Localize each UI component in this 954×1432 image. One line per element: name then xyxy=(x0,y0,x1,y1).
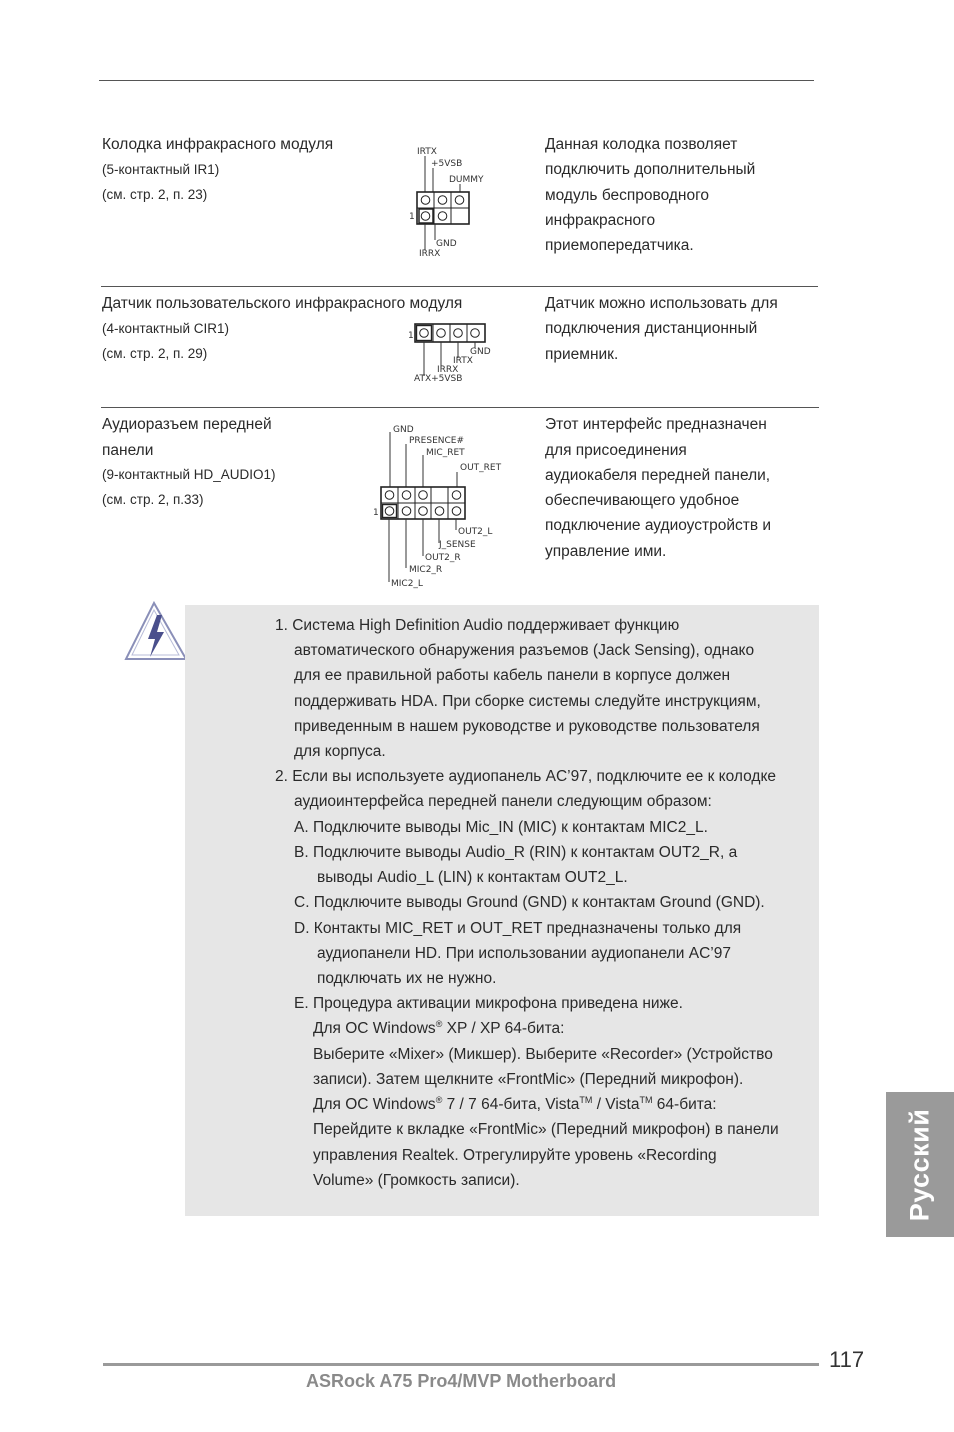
note-windows-xp: Для ОС Windows® XP / XP 64-бита: xyxy=(313,1018,565,1037)
audio-subtitle: (9-контактный HD_AUDIO1) xyxy=(102,467,276,482)
audio-pin-mic2-l: MIC2_L xyxy=(391,579,423,589)
audio-pin-one: 1 xyxy=(373,508,379,518)
cir-title: Датчик пользовательского инфракрасного модуля xyxy=(102,295,463,312)
cir-header-diagram xyxy=(400,318,500,386)
ir-pin-5vsb: +5VSB xyxy=(431,159,463,169)
divider-1 xyxy=(101,286,818,287)
ir-pin-irrx: IRRX xyxy=(419,249,441,259)
ir-desc-1: Данная колодка позволяет xyxy=(545,136,738,153)
note-line: подключать их не нужно. xyxy=(317,970,497,987)
ir-subtitle: (5-контактный IR1) xyxy=(102,162,220,177)
ir-desc-3: модуль беспроводного xyxy=(545,187,710,204)
ir-pin-one: 1 xyxy=(409,212,415,222)
note-step-d: D. Контакты MIC_RET и OUT_RET предназначены только для xyxy=(294,920,742,937)
page-number: 117 xyxy=(829,1347,865,1372)
language-tab-label: Русский xyxy=(904,1108,935,1221)
audio-pin-gnd: GND xyxy=(393,425,414,435)
audio-title-2: панели xyxy=(102,442,154,459)
note-windows-7: Для ОС Windows® 7 / 7 64-бита, Vista™ / Vista™ 64-бита: xyxy=(313,1094,717,1113)
cir-subtitle: (4-контактный CIR1) xyxy=(102,321,230,336)
cir-desc-1: Датчик можно использовать для xyxy=(545,295,778,312)
audio-desc-5: подключение аудиоустройств и xyxy=(545,517,772,534)
note-item-1: 1. Система High Definition Audio поддерживает функцию xyxy=(275,617,680,634)
note-line: Перейдите к вкладке «FrontMic» (Передний микрофон) в панели xyxy=(313,1121,779,1138)
ir-pin-irtx: IRTX xyxy=(417,147,437,157)
note-line: аудиопанели HD. При использовании аудиопанели AC’97 xyxy=(317,945,731,962)
note-line: Выберите «Mixer» (Микшер). Выберите «Recorder» (Устройство xyxy=(313,1046,773,1063)
audio-pin-out-ret: OUT_RET xyxy=(460,463,502,473)
note-line: Volume» (Громкость записи). xyxy=(313,1172,520,1189)
note-item-2: 2. Если вы используете аудиопанель AC’97, подключите ее к колодке xyxy=(275,768,777,785)
ir-desc-4: инфракрасного xyxy=(545,212,656,229)
warning-icon xyxy=(124,601,188,663)
note-step-e: E. Процедура активации микрофона приведена ниже. xyxy=(294,995,683,1012)
cir-desc-3: приемник. xyxy=(545,346,619,363)
note-line: поддерживать HDA. При сборке системы следуйте инструкциям, xyxy=(294,693,761,710)
audio-pin-mic2-r: MIC2_R xyxy=(409,565,443,575)
footer-title: ASRock A75 Pro4/MVP Motherboard xyxy=(306,1371,617,1391)
footer-rule xyxy=(103,1363,819,1366)
note-line: выводы Audio_L (LIN) к контактам OUT2_L. xyxy=(317,869,628,886)
language-tab xyxy=(886,1092,954,1237)
note-line: для корпуса. xyxy=(294,743,386,760)
cir-page-ref: (см. стр. 2, п. 29) xyxy=(102,346,208,361)
top-rule xyxy=(99,80,814,81)
cir-pin-irtx: IRTX xyxy=(453,356,473,366)
note-step-a: A. Подключите выводы Mic_IN (MIC) к контактам MIC2_L. xyxy=(294,819,708,836)
audio-desc-1: Этот интерфейс предназначен xyxy=(545,416,767,433)
ir-pin-dummy: DUMMY xyxy=(449,175,484,185)
cir-desc-2: подключения дистанционный xyxy=(545,320,758,337)
ir-title: Колодка инфракрасного модуля xyxy=(102,136,334,153)
cir-pin-irrx: IRRX xyxy=(437,365,459,375)
note-step-b: B. Подключите выводы Audio_R (RIN) к контактам OUT2_R, а xyxy=(294,844,738,861)
audio-desc-6: управление ими. xyxy=(545,543,667,560)
cir-pin-one: 1 xyxy=(408,331,414,341)
note-line: автоматического обнаружения разъемов (Jack Sensing), однако xyxy=(294,642,755,659)
note-line: для ее правильной работы кабель панели в корпусе должен xyxy=(294,667,731,684)
note-line: приведенным в нашем руководстве и руководстве пользователя xyxy=(294,718,760,735)
note-line: аудиоинтерфейса передней панели следующим образом: xyxy=(294,793,712,810)
cir-pin-atx: ATX+5VSB xyxy=(414,374,463,384)
divider-2 xyxy=(101,407,819,408)
audio-page-ref: (см. стр. 2, п.33) xyxy=(102,492,204,507)
audio-pin-presence: PRESENCE# xyxy=(409,436,465,446)
cir-pin-gnd: GND xyxy=(470,347,491,357)
ir-page-ref: (см. стр. 2, п. 23) xyxy=(102,187,208,202)
audio-desc-4: обеспечивающего удобное xyxy=(545,492,740,509)
audio-desc-3: аудиокабеля передней панели, xyxy=(545,467,771,484)
note-line: записи). Затем щелкните «FrontMic» (Передний микрофон). xyxy=(313,1071,744,1088)
audio-pin-mic-ret: MIC_RET xyxy=(426,448,465,458)
ir-desc-5: приемопередатчика. xyxy=(545,237,694,254)
ir-header-diagram xyxy=(405,140,505,262)
note-line: управления Realtek. Отрегулируйте уровень «Recording xyxy=(313,1147,717,1164)
audio-desc-2: для присоединения xyxy=(545,442,687,459)
note-step-c: C. Подключите выводы Ground (GND) к контактам Ground (GND). xyxy=(294,894,765,911)
audio-header-diagram xyxy=(368,420,508,590)
ir-desc-2: подключить дополнительный xyxy=(545,161,756,178)
audio-pin-j-sense: J_SENSE xyxy=(439,540,476,550)
audio-pin-out2-r: OUT2_R xyxy=(425,553,461,563)
audio-title-1: Аудиоразъем передней xyxy=(102,416,272,433)
audio-pin-out2-l: OUT2_L xyxy=(458,527,493,537)
ir-pin-gnd: GND xyxy=(436,239,457,249)
